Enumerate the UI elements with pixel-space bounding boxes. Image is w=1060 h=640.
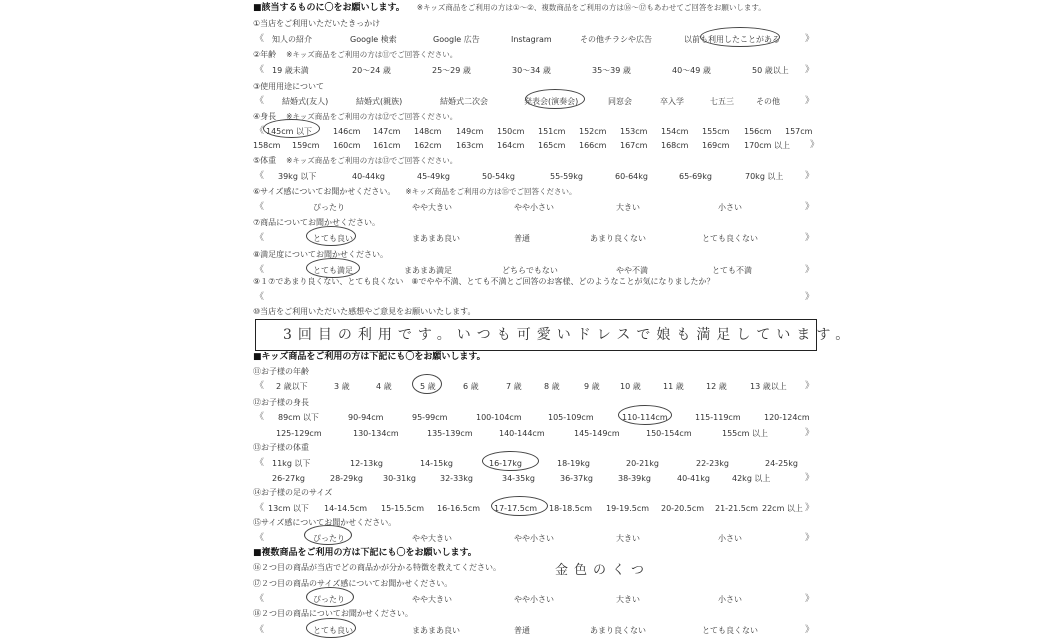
bracket-open: 《: [255, 126, 265, 136]
answer-option[interactable]: 105-109cm: [548, 413, 594, 422]
answer-option[interactable]: 以前も利用したことがある: [684, 35, 780, 44]
answer-option[interactable]: 35〜39 歳: [592, 66, 631, 75]
question-text: ⑮サイズ感についてお聞かせください。: [253, 518, 397, 527]
answer-option[interactable]: とても満足: [313, 266, 353, 275]
answer-option[interactable]: 153cm: [620, 127, 648, 136]
bracket-close: 》: [805, 428, 815, 438]
question-label: [253, 399, 309, 407]
answer-option[interactable]: 34-35kg: [502, 474, 535, 483]
question-label: [253, 444, 309, 452]
answer-option[interactable]: 結婚式(友人): [282, 97, 329, 106]
answer-option[interactable]: 60-64kg: [615, 172, 648, 181]
answer-option[interactable]: 6 歳: [463, 382, 479, 391]
answer-option[interactable]: 152cm: [579, 127, 607, 136]
question-text: ⑰２つ目の商品のサイズ感についてお聞かせください。: [253, 579, 453, 588]
answer-option[interactable]: 160cm: [333, 141, 361, 150]
question-label: [253, 564, 501, 572]
answer-option[interactable]: 157cm: [785, 127, 813, 136]
answer-option[interactable]: 28-29kg: [330, 474, 363, 483]
answer-option[interactable]: 14-14.5cm: [324, 504, 368, 513]
answer-option[interactable]: 115-119cm: [695, 413, 741, 422]
answer-option[interactable]: 13cm 以下: [268, 504, 309, 513]
question-text: ⑪お子様の年齢: [253, 367, 309, 376]
question-note: ※キッズ商品をご利用の方は⑫でご回答ください。: [286, 112, 458, 121]
question-text: ⑨１⑦であまり良くない、とても良くない ⑧でやや不満、とても不満とご回答のお客様、どのようなことが気になりましたか？: [253, 277, 715, 286]
section-header: [253, 353, 486, 362]
question-label: [253, 157, 457, 165]
answer-option[interactable]: まあまあ良い: [412, 626, 460, 635]
answer-option[interactable]: 154cm: [661, 127, 689, 136]
answer-option[interactable]: 小さい: [718, 534, 742, 543]
answer-option[interactable]: やや小さい: [514, 595, 554, 604]
answer-option[interactable]: 7 歳: [506, 382, 522, 391]
answer-option[interactable]: やや不満: [616, 266, 648, 275]
answer-option[interactable]: まあまあ満足: [404, 266, 452, 275]
answer-option[interactable]: 16-16.5cm: [437, 504, 481, 513]
answer-option[interactable]: 12-13kg: [350, 459, 383, 468]
answer-option[interactable]: どちらでもない: [502, 266, 558, 275]
question-text: ⑭お子様の足のサイズ: [253, 488, 333, 497]
answer-option[interactable]: 9 歳: [584, 382, 600, 391]
answer-option[interactable]: 26-27kg: [272, 474, 305, 483]
answer-option[interactable]: 小さい: [718, 203, 742, 212]
answer-option[interactable]: 151cm: [538, 127, 566, 136]
answer-option[interactable]: 30〜34 歳: [512, 66, 551, 75]
answer-option[interactable]: 20-21kg: [626, 459, 659, 468]
bracket-close: 》: [805, 265, 815, 275]
answer-option[interactable]: 13 歳以上: [750, 382, 787, 391]
question-note: ※キッズ商品をご利用の方は⑪でご回答ください。: [286, 50, 458, 59]
answer-option[interactable]: 50 歳以上: [752, 66, 789, 75]
bracket-open: 《: [255, 202, 265, 212]
answer-option[interactable]: 12 歳: [706, 382, 727, 391]
answer-option[interactable]: 149cm: [456, 127, 484, 136]
answer-option[interactable]: 140-144cm: [499, 429, 545, 438]
answer-option[interactable]: 14-15kg: [420, 459, 453, 468]
bracket-open: 《: [255, 96, 265, 106]
answer-option[interactable]: 小さい: [718, 595, 742, 604]
answer-option[interactable]: 165cm: [538, 141, 566, 150]
answer-option[interactable]: とても不満: [712, 266, 752, 275]
handwritten-comment: 3回目の利用です。いつも可愛いドレスで娘も満足しています。: [283, 327, 856, 343]
answer-option[interactable]: まあまあ良い: [412, 234, 460, 243]
answer-option[interactable]: 55-59kg: [550, 172, 583, 181]
answer-option[interactable]: 167cm: [620, 141, 648, 150]
answer-option[interactable]: 166cm: [579, 141, 607, 150]
bracket-open: 《: [255, 265, 265, 275]
answer-option[interactable]: 36-37kg: [560, 474, 593, 483]
answer-option[interactable]: 40〜49 歳: [672, 66, 711, 75]
question-label: [253, 251, 388, 259]
answer-option[interactable]: 164cm: [497, 141, 525, 150]
answer-option[interactable]: 19 歳未満: [272, 66, 309, 75]
answer-option[interactable]: やや大きい: [412, 203, 452, 212]
bracket-close: 》: [805, 233, 815, 243]
answer-option[interactable]: 168cm: [661, 141, 689, 150]
answer-option[interactable]: 結婚式二次会: [440, 97, 488, 106]
question-text: ⑥サイズ感についてお聞かせください。: [253, 187, 396, 196]
answer-option[interactable]: ぴったり: [313, 595, 345, 604]
answer-option[interactable]: 25〜29 歳: [432, 66, 471, 75]
section-header-text: ■キッズ商品をご利用の方は下記にも〇をお願いします。: [253, 352, 486, 362]
answer-option[interactable]: 40-44kg: [352, 172, 385, 181]
bracket-open: 《: [255, 503, 265, 513]
handwritten-item-feature: 金色のくつ: [555, 563, 651, 578]
answer-option[interactable]: 148cm: [414, 127, 442, 136]
question-label: [253, 219, 380, 227]
question-text: ④身長: [253, 112, 277, 121]
bracket-open: 《: [255, 65, 265, 75]
question-text: ⑬お子様の体重: [253, 443, 309, 452]
bracket-open: 《: [255, 594, 265, 604]
bracket-close: 》: [805, 96, 815, 106]
question-label: [253, 610, 413, 618]
answer-option[interactable]: とても良くない: [702, 626, 758, 635]
answer-option[interactable]: 知人の紹介: [272, 35, 312, 44]
answer-option[interactable]: 155cm: [702, 127, 730, 136]
answer-option[interactable]: 普通: [514, 626, 530, 635]
bracket-close: 》: [805, 594, 815, 604]
answer-option[interactable]: 発表会(演奏会): [524, 97, 579, 106]
bracket-close: 》: [810, 140, 820, 150]
question-label: [253, 489, 332, 497]
answer-option[interactable]: 90-94cm: [348, 413, 384, 422]
answer-option[interactable]: 19-19.5cm: [606, 504, 650, 513]
answer-option[interactable]: 30-31kg: [383, 474, 416, 483]
answer-option[interactable]: 146cm: [333, 127, 361, 136]
answer-option[interactable]: 大きい: [616, 203, 640, 212]
answer-option[interactable]: Google 検索: [350, 35, 397, 44]
answer-option[interactable]: 17-17.5cm: [494, 504, 538, 513]
question-text: ②年齢: [253, 50, 277, 59]
answer-option[interactable]: 七五三: [710, 97, 734, 106]
bracket-open: 《: [255, 292, 265, 302]
bracket-close: 》: [805, 381, 815, 391]
answer-option[interactable]: 24-25kg: [765, 459, 798, 468]
answer-option[interactable]: 20-20.5cm: [661, 504, 705, 513]
question-label: [253, 113, 457, 121]
answer-option[interactable]: 159cm: [292, 141, 320, 150]
answer-option[interactable]: 40-41kg: [677, 474, 710, 483]
question-text: ⑱２つ目の商品についてお聞かせください。: [253, 609, 413, 618]
answer-option[interactable]: 11kg 以下: [272, 459, 311, 468]
bracket-close: 》: [805, 292, 815, 302]
bracket-close: 》: [805, 533, 815, 543]
question-label: [253, 83, 324, 91]
answer-option[interactable]: 38-39kg: [618, 474, 651, 483]
question-label: [253, 519, 396, 527]
answer-option[interactable]: 4 歳: [376, 382, 392, 391]
bracket-open: 《: [255, 381, 265, 391]
question-text: ⑧満足度についてお聞かせください。: [253, 250, 389, 259]
answer-option[interactable]: 21-21.5cm: [715, 504, 759, 513]
answer-option[interactable]: 161cm: [373, 141, 401, 150]
question-label: [253, 20, 380, 28]
answer-option[interactable]: 89cm 以下: [278, 413, 319, 422]
answer-option[interactable]: 結婚式(親族): [356, 97, 403, 106]
answer-option[interactable]: 70kg 以上: [745, 172, 784, 181]
question-label: [253, 580, 452, 588]
answer-option[interactable]: 155cm 以上: [722, 429, 769, 438]
answer-option[interactable]: やや小さい: [514, 203, 554, 212]
answer-option[interactable]: 170cm 以上: [744, 141, 791, 150]
answer-option[interactable]: 10 歳: [620, 382, 641, 391]
answer-option[interactable]: 156cm: [744, 127, 772, 136]
answer-option[interactable]: ぴったり: [313, 203, 345, 212]
answer-option[interactable]: やや大きい: [412, 534, 452, 543]
answer-option[interactable]: とても良くない: [702, 234, 758, 243]
answer-option[interactable]: 32-33kg: [440, 474, 473, 483]
bracket-open: 《: [255, 233, 265, 243]
answer-option[interactable]: 147cm: [373, 127, 401, 136]
answer-option[interactable]: 普通: [514, 234, 530, 243]
question-text: ③使用用途について: [253, 82, 325, 91]
answer-option[interactable]: 11 歳: [663, 382, 684, 391]
bracket-close: 》: [805, 503, 815, 513]
answer-option[interactable]: あまり良くない: [590, 234, 646, 243]
answer-option[interactable]: 大きい: [616, 534, 640, 543]
bracket-open: 《: [255, 625, 265, 635]
bracket-close: 》: [805, 171, 815, 181]
answer-option[interactable]: 145cm 以下: [266, 127, 313, 136]
answer-option[interactable]: 22-23kg: [696, 459, 729, 468]
answer-option[interactable]: 135-139cm: [427, 429, 473, 438]
question-text: ⑫お子様の身長: [253, 398, 309, 407]
bracket-open: 《: [255, 171, 265, 181]
question-label: [253, 51, 457, 59]
bracket-close: 》: [805, 202, 815, 212]
question-text: ⑯２つ目の商品が当店でどの商品かが分かる特徴を教えてください。: [253, 563, 501, 572]
answer-option[interactable]: 125-129cm: [276, 429, 322, 438]
answer-option[interactable]: 18-18.5cm: [549, 504, 593, 513]
answer-option[interactable]: 100-104cm: [476, 413, 522, 422]
question-text: ①当店をご利用いただいたきっかけ: [253, 19, 381, 28]
answer-option[interactable]: 110-114cm: [622, 413, 668, 422]
question-label: [253, 308, 476, 316]
answer-option[interactable]: 3 歳: [334, 382, 350, 391]
section-header-note: ※キッズ商品をご利用の方は①〜②、複数商品をご利用の方は⑯〜⑰もあわせてご回答をお願いします。: [416, 3, 766, 12]
answer-option[interactable]: 169cm: [702, 141, 730, 150]
question-label: [253, 368, 309, 376]
answer-option[interactable]: あまり良くない: [590, 626, 646, 635]
answer-option[interactable]: 同窓会: [608, 97, 632, 106]
bracket-close: 》: [805, 34, 815, 44]
answer-option[interactable]: 120-124cm: [764, 413, 810, 422]
answer-option[interactable]: 42kg 以上: [732, 474, 771, 483]
question-note: ※キッズ商品をご利用の方は⑮でご回答ください。: [405, 187, 577, 196]
question-label: [253, 278, 715, 286]
bracket-open: 《: [255, 34, 265, 44]
answer-option[interactable]: やや小さい: [514, 534, 554, 543]
answer-option[interactable]: 130-134cm: [353, 429, 399, 438]
answer-option[interactable]: 145-149cm: [574, 429, 620, 438]
section-header: [253, 4, 766, 13]
question-text: ⑩当店をご利用いただいた感想やご意見をお願いいたします。: [253, 307, 476, 316]
answer-option[interactable]: 8 歳: [544, 382, 560, 391]
answer-option[interactable]: その他チラシや広告: [580, 35, 652, 44]
answer-option[interactable]: 5 歳: [420, 382, 436, 391]
bracket-close: 》: [805, 65, 815, 75]
section-header: [253, 549, 477, 558]
answer-option[interactable]: 150-154cm: [646, 429, 692, 438]
answer-option[interactable]: 158cm: [253, 141, 281, 150]
bracket-open: 《: [255, 412, 265, 422]
answer-option[interactable]: 22cm 以上: [762, 504, 803, 513]
section-header-text: ■複数商品をご利用の方は下記にも〇をお願いします。: [253, 548, 477, 558]
question-text: ⑦商品についてお聞かせください。: [253, 218, 381, 227]
question-label: [253, 188, 577, 196]
answer-option[interactable]: その他: [756, 97, 780, 106]
section-header-text: ■該当するものに〇をお願いします。: [253, 3, 405, 13]
answer-option[interactable]: 50-54kg: [482, 172, 515, 181]
answer-option[interactable]: 18-19kg: [557, 459, 590, 468]
answer-option[interactable]: 39kg 以下: [278, 172, 317, 181]
bracket-close: 》: [805, 625, 815, 635]
answer-option[interactable]: とても良い: [313, 626, 353, 635]
answer-option[interactable]: Instagram: [511, 35, 552, 44]
answer-option[interactable]: 16-17kg: [489, 459, 522, 468]
bracket-close: 》: [805, 473, 815, 483]
answer-option[interactable]: 卒入学: [660, 97, 684, 106]
answer-option[interactable]: ぴったり: [313, 534, 345, 543]
answer-option[interactable]: 大きい: [616, 595, 640, 604]
answer-option[interactable]: Google 広告: [433, 35, 480, 44]
answer-option[interactable]: 20〜24 歳: [352, 66, 391, 75]
answer-option[interactable]: 95-99cm: [412, 413, 448, 422]
answer-option[interactable]: 162cm: [414, 141, 442, 150]
answer-option[interactable]: 2 歳以下: [276, 382, 308, 391]
bracket-open: 《: [255, 533, 265, 543]
question-note: ※キッズ商品をご利用の方は⑬でご回答ください。: [286, 156, 458, 165]
answer-option[interactable]: 45-49kg: [417, 172, 450, 181]
answer-option[interactable]: 15-15.5cm: [381, 504, 425, 513]
answer-option[interactable]: とても良い: [313, 234, 353, 243]
answer-option[interactable]: 150cm: [497, 127, 525, 136]
answer-option[interactable]: 65-69kg: [679, 172, 712, 181]
answer-option[interactable]: やや大きい: [412, 595, 452, 604]
question-text: ⑤体重: [253, 156, 277, 165]
bracket-open: 《: [255, 458, 265, 468]
answer-option[interactable]: 163cm: [456, 141, 484, 150]
